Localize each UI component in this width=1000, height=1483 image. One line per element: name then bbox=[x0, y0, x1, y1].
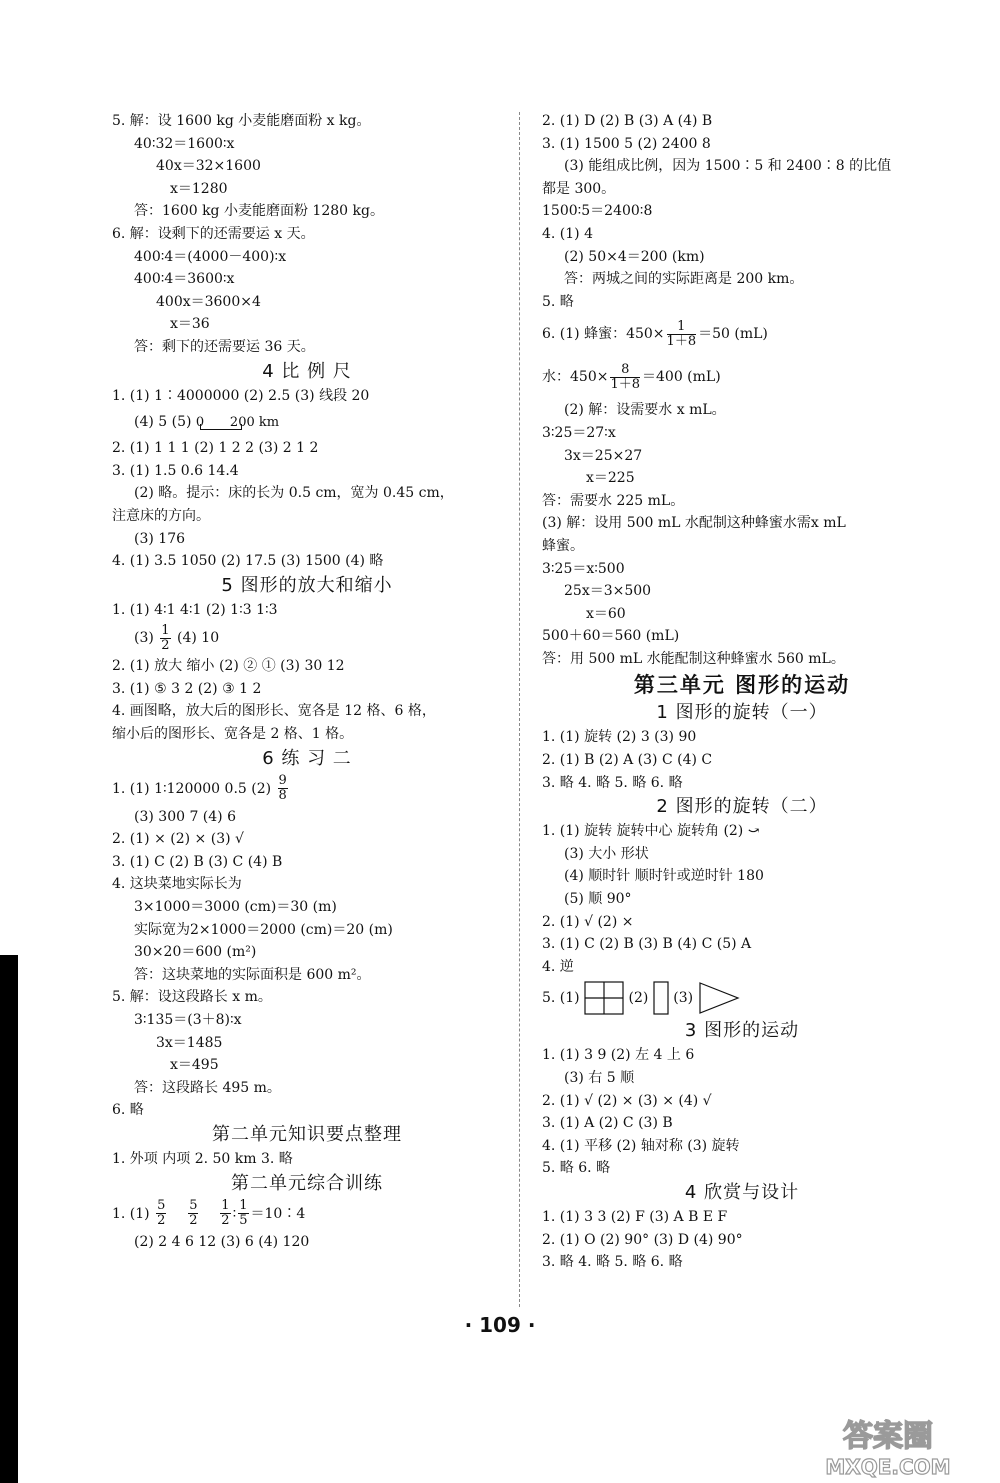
answer-line: 5. 解：设这段路长 x m。 bbox=[112, 989, 272, 1006]
answer-line: 5. 解：设 1600 kg 小麦能磨面粉 x kg。 bbox=[112, 113, 371, 129]
fraction bbox=[238, 1199, 248, 1228]
answer-line: 2. (1) 1 1 1 (2) 1 2 2 (3) 2 1 2 bbox=[112, 440, 319, 457]
answer-line: 4. 这块菜地实际长为 bbox=[112, 876, 242, 893]
answer-text: 水：450× bbox=[542, 369, 609, 386]
answer-line: 3. (1) ⑤ 3 2 (2) ③ 1 2 bbox=[112, 680, 262, 697]
answer-text: 5. (1) bbox=[542, 990, 585, 1007]
fraction bbox=[610, 363, 640, 392]
section-heading: 4 欣赏与设计 bbox=[684, 1181, 800, 1203]
answer-line: 3x＝25×27 bbox=[564, 447, 643, 464]
answer-line: 4. (1) 平移 (2) 轴对称 (3) 旋转 bbox=[542, 1137, 740, 1154]
answer-text: 1. (1) bbox=[112, 1205, 155, 1222]
answer-line: 6. 略 bbox=[112, 1102, 144, 1119]
numerator: 5 bbox=[189, 1198, 198, 1214]
numerator: 1 bbox=[667, 320, 697, 335]
answer-line bbox=[112, 407, 502, 437]
answer-line: (3) 300 7 (4) 6 bbox=[134, 808, 236, 825]
answer-line: 2. (1) O (2) 90° (3) D (4) 90° bbox=[542, 1231, 743, 1248]
answer-line: 25x＝3×500 bbox=[564, 583, 652, 600]
numerator: 9 bbox=[278, 773, 287, 789]
answer-line: 答：这块菜地的实际面积是 600 m²。 bbox=[134, 966, 371, 983]
answer-line: 1. (1) 3 9 (2) 左 4 上 6 bbox=[542, 1047, 695, 1064]
numerator: 8 bbox=[610, 363, 640, 378]
answer-text: ＝50 (mL) bbox=[698, 326, 768, 343]
answer-line: 5. 略 6. 略 bbox=[542, 1160, 611, 1177]
answer-line: 1. (1) 4∶1 4∶1 (2) 1∶3 1∶3 bbox=[112, 601, 278, 618]
watermark-bottom-text: MXQE.COM bbox=[825, 1455, 951, 1479]
denominator: 2 bbox=[221, 1213, 230, 1229]
scale-label: 200 km bbox=[229, 415, 280, 431]
answer-line: 1. (1) 1∶4000000 (2) 2.5 (3) 线段 20 bbox=[112, 387, 370, 404]
answer-line: (2) 2 4 6 12 (3) 6 (4) 120 bbox=[134, 1233, 310, 1250]
column-divider bbox=[519, 112, 520, 1307]
section-heading: 4 比 例 尺 bbox=[262, 360, 352, 382]
answer-line: 3. (1) 1500 5 (2) 2400 8 bbox=[542, 135, 711, 152]
answer-line: 3∶25＝27∶x bbox=[542, 424, 616, 441]
answer-line bbox=[542, 313, 942, 355]
answer-line: 答：剩下的还需要运 36 天。 bbox=[134, 338, 315, 355]
answer-line: 4. 逆 bbox=[542, 958, 574, 975]
denominator: 1＋8 bbox=[610, 376, 640, 392]
rectangle-figure bbox=[653, 981, 669, 1015]
answer-line: 4. (1) 4 bbox=[542, 225, 593, 242]
answer-text: (3) bbox=[134, 630, 159, 647]
answer-line: x＝225 bbox=[586, 470, 635, 487]
answer-line: (3) 解：设用 500 mL 水配制这种蜂蜜水需x mL bbox=[542, 515, 846, 532]
denominator: 5 bbox=[239, 1213, 248, 1229]
answer-line: 30×20＝600 (m²) bbox=[134, 944, 257, 961]
left-column bbox=[112, 110, 502, 1253]
answer-line: 2. (1) √ (2) × bbox=[542, 913, 634, 930]
scale-bar-figure bbox=[195, 412, 280, 432]
answer-line: 5. 略 bbox=[542, 293, 574, 310]
grid-square-figure bbox=[584, 981, 624, 1015]
fraction bbox=[160, 624, 170, 653]
answer-line: (3) 大小 形状 bbox=[564, 845, 649, 862]
answer-line: 3. (1) A (2) C (3) B bbox=[542, 1115, 673, 1132]
answer-line: 1. (1) 旋转 (2) 3 (3) 90 bbox=[542, 729, 697, 746]
answer-line: x＝60 bbox=[586, 605, 626, 622]
answer-line: 3∶25＝x∶500 bbox=[542, 560, 625, 577]
answer-line: 3. (1) 1.5 0.6 14.4 bbox=[112, 462, 239, 479]
answer-line: 2. (1) D (2) B (3) A (4) B bbox=[542, 113, 713, 129]
answer-text: (4) 10 bbox=[177, 630, 220, 647]
numerator: 1 bbox=[239, 1198, 248, 1214]
answer-line bbox=[542, 978, 942, 1018]
answer-line: 4. 画图略，放大后的图形长、宽各是 12 格、6 格， bbox=[112, 703, 436, 720]
answer-line: (5) 顺 90° bbox=[564, 891, 632, 908]
answer-line bbox=[112, 772, 502, 806]
fraction bbox=[156, 1199, 166, 1228]
answer-line: (4) 顺时针 顺时针或逆时针 180 bbox=[564, 868, 764, 885]
answer-line: (3) 右 5 顺 bbox=[564, 1070, 635, 1086]
answer-line: 蜂蜜。 bbox=[542, 537, 584, 554]
right-column bbox=[542, 110, 942, 1274]
answer-line: 3. 略 4. 略 5. 略 6. 略 bbox=[542, 1254, 683, 1271]
answer-line: 答：这段路长 495 m。 bbox=[134, 1079, 281, 1096]
scan-edge-shadow bbox=[0, 955, 18, 1483]
numerator: 1 bbox=[221, 1198, 230, 1214]
section-heading: 2 图形的旋转（二） bbox=[656, 796, 828, 818]
answer-line: 2. (1) B (2) A (3) C (4) C bbox=[542, 752, 713, 769]
answer-line: 3. 略 4. 略 5. 略 6. 略 bbox=[542, 774, 683, 791]
answer-line: 400∶4＝(4000－400)∶x bbox=[134, 248, 287, 265]
answer-line: 500＋60＝560 (mL) bbox=[542, 628, 680, 645]
denominator: 1＋8 bbox=[666, 333, 697, 349]
answer-line: 2. (1) × (2) × (3) √ bbox=[112, 831, 244, 848]
answer-line: 注意床的方向。 bbox=[112, 507, 210, 524]
fraction bbox=[188, 1199, 198, 1228]
answer-line: 答：两城之间的实际距离是 200 km。 bbox=[564, 271, 804, 288]
section-heading: 5 图形的放大和缩小 bbox=[221, 574, 393, 596]
unit-heading: 第三单元 图形的运动 bbox=[633, 673, 851, 698]
answer-line: x＝36 bbox=[170, 316, 210, 333]
answer-line: x＝495 bbox=[170, 1057, 219, 1074]
answer-line: 答：需要水 225 mL。 bbox=[542, 492, 685, 509]
section-heading: 第二单元综合训练 bbox=[231, 1172, 383, 1194]
answer-line: 40x＝32×1600 bbox=[156, 158, 261, 175]
answer-line: 1. 外项 内项 2. 50 km 3. 略 bbox=[112, 1150, 293, 1167]
answer-line bbox=[112, 621, 502, 655]
answer-line: 1. (1) 3 3 (2) F (3) A B E F bbox=[542, 1208, 728, 1225]
denominator: 2 bbox=[157, 1213, 166, 1229]
answer-line: (2) 略。提示：床的长为 0.5 cm，宽为 0.45 cm， bbox=[134, 485, 454, 502]
numerator: 5 bbox=[157, 1198, 166, 1214]
answer-line: 都是 300。 bbox=[542, 180, 616, 197]
section-heading: 1 图形的旋转（一） bbox=[656, 702, 828, 724]
answer-line: 2. (1) 放大 缩小 (2) ② ① (3) 30 12 bbox=[112, 658, 345, 675]
answer-line: 答：1600 kg 小麦能磨面粉 1280 kg。 bbox=[134, 203, 384, 220]
answer-line: 3. (1) C (2) B (3) B (4) C (5) A bbox=[542, 936, 752, 953]
answer-text: 1. (1) 1∶120000 0.5 (2) bbox=[112, 780, 276, 797]
page-number: · 109 · bbox=[464, 1313, 536, 1337]
answer-line: 1. (1) 旋转 旋转中心 旋转角 (2) ⤻ bbox=[542, 823, 760, 840]
scale-zero: 0 bbox=[195, 415, 205, 431]
answer-line: 3∶135＝(3＋8)∶x bbox=[134, 1012, 242, 1028]
denominator: 8 bbox=[278, 788, 287, 804]
answer-line: (2) 解：设需要水 x mL。 bbox=[564, 402, 726, 419]
answer-line: 40∶32＝1600∶x bbox=[134, 135, 235, 152]
answer-line: 3×1000＝3000 (cm)＝30 (m) bbox=[134, 899, 337, 916]
answer-text: (2) bbox=[628, 990, 653, 1007]
triangle-figure bbox=[698, 981, 740, 1015]
section-heading: 3 图形的运动 bbox=[684, 1020, 800, 1042]
section-heading: 第二单元知识要点整理 bbox=[212, 1123, 402, 1145]
answer-line: 缩小后的图形长、宽各是 2 格、1 格。 bbox=[112, 726, 354, 743]
answer-text: 6. (1) 蜂蜜：450× bbox=[542, 326, 665, 343]
answer-line: 3. (1) C (2) B (3) C (4) B bbox=[112, 853, 283, 870]
answer-line: (3) 176 bbox=[134, 530, 186, 547]
answer-text: ＝10∶4 bbox=[250, 1205, 306, 1222]
watermark-top-text: 答案圈 bbox=[843, 1419, 933, 1454]
fraction bbox=[220, 1199, 230, 1228]
answer-line: 6. 解：设剩下的还需要运 x 天。 bbox=[112, 225, 315, 242]
answer-line: 实际宽为2×1000＝2000 (cm)＝20 (m) bbox=[134, 921, 393, 938]
denominator: 2 bbox=[189, 1213, 198, 1229]
watermark-logo bbox=[808, 1412, 968, 1480]
answer-line bbox=[112, 1197, 502, 1231]
answer-line: 400x＝3600×4 bbox=[156, 293, 261, 310]
answer-line: 3x＝1485 bbox=[156, 1034, 223, 1051]
answer-text: (3) bbox=[673, 990, 698, 1007]
answer-line: x＝1280 bbox=[170, 180, 228, 197]
fraction bbox=[278, 774, 288, 803]
answer-line: 答：用 500 mL 水能配制这种蜂蜜水 560 mL。 bbox=[542, 650, 845, 667]
answer-line: (2) 50×4＝200 (km) bbox=[564, 248, 705, 265]
fraction bbox=[667, 320, 697, 349]
answer-line: 2. (1) √ (2) × (3) × (4) √ bbox=[542, 1092, 712, 1109]
answer-line bbox=[542, 355, 942, 399]
section-heading: 6 练 习 二 bbox=[262, 747, 352, 769]
answer-text: (4) 5 (5) bbox=[134, 414, 196, 431]
answer-line: 1500∶5＝2400∶8 bbox=[542, 203, 653, 220]
answer-text: ＝400 (mL) bbox=[642, 369, 721, 386]
answer-line: 4. (1) 3.5 1050 (2) 17.5 (3) 1500 (4) 略 bbox=[112, 553, 384, 570]
denominator: 2 bbox=[161, 637, 170, 653]
ratio-colon: ∶ bbox=[232, 1205, 237, 1222]
numerator: 1 bbox=[161, 622, 170, 638]
answer-line: 400∶4＝3600∶x bbox=[134, 271, 235, 288]
answer-line: (3) 能组成比例，因为 1500∶5 和 2400∶8 的比值 bbox=[564, 158, 892, 175]
